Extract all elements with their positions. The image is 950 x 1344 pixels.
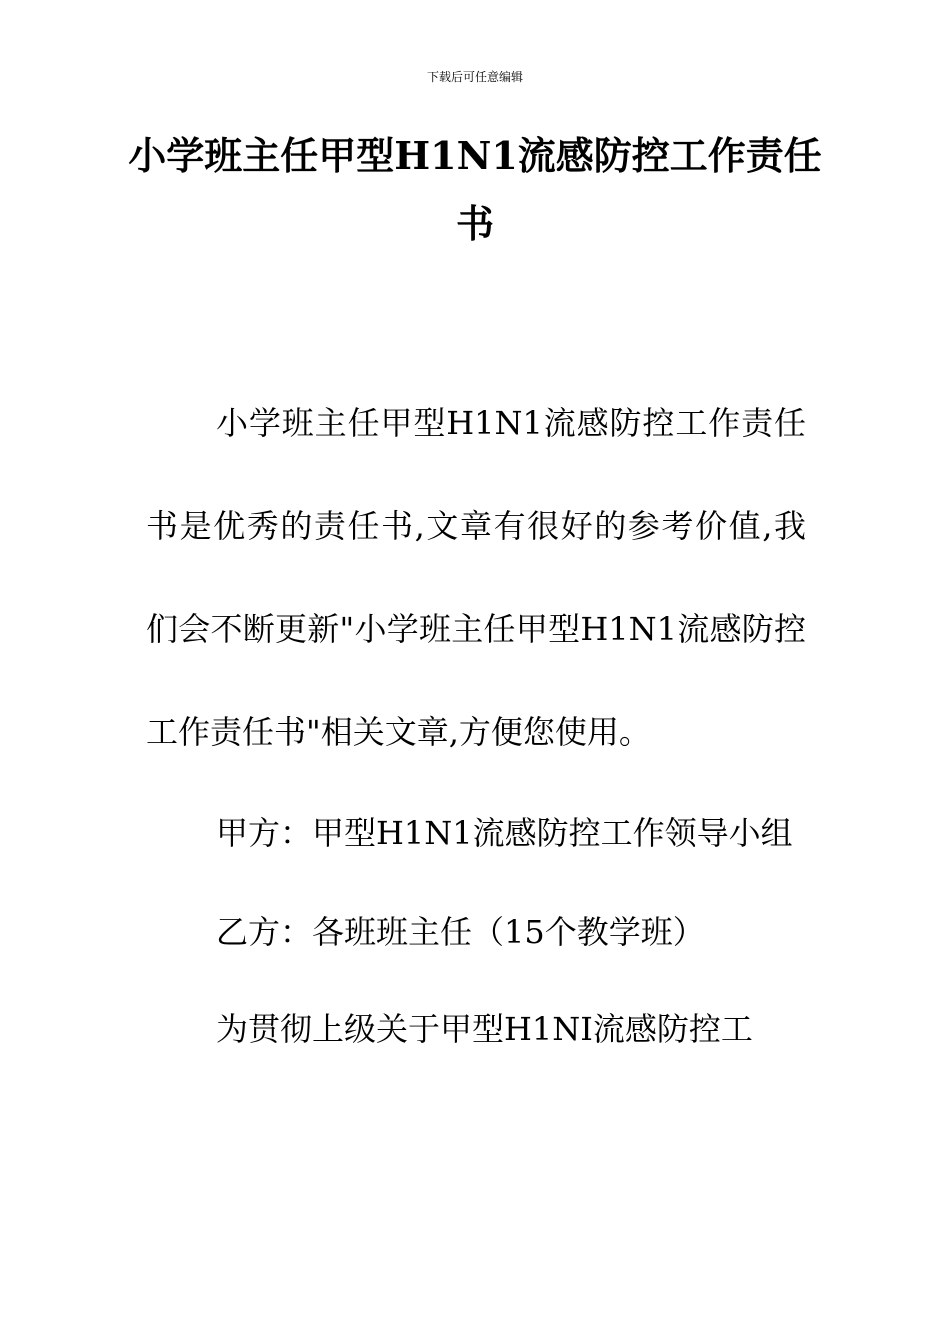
party-a-paragraph: 甲方：甲型H1N1流感防控工作领导小组 [216,814,793,852]
header-note: 下载后可任意编辑 [426,70,523,84]
document-title: 小学班主任甲型H1N1流感防控工作责任书 [128,133,822,246]
party-b-paragraph: 乙方：各班班主任（15个教学班） [216,913,705,951]
document-body [146,372,806,1081]
purpose-paragraph: 为贯彻上级关于甲型H1NI流感防控工 [216,1010,753,1048]
intro-paragraph: 小学班主任甲型H1N1流感防控工作责任书是优秀的责任书,文章有很好的参考价值,我们会不断更新"小学班主任甲型H1N1流感防控工作责任书"相关文章,方便您使用。 [146,404,806,751]
